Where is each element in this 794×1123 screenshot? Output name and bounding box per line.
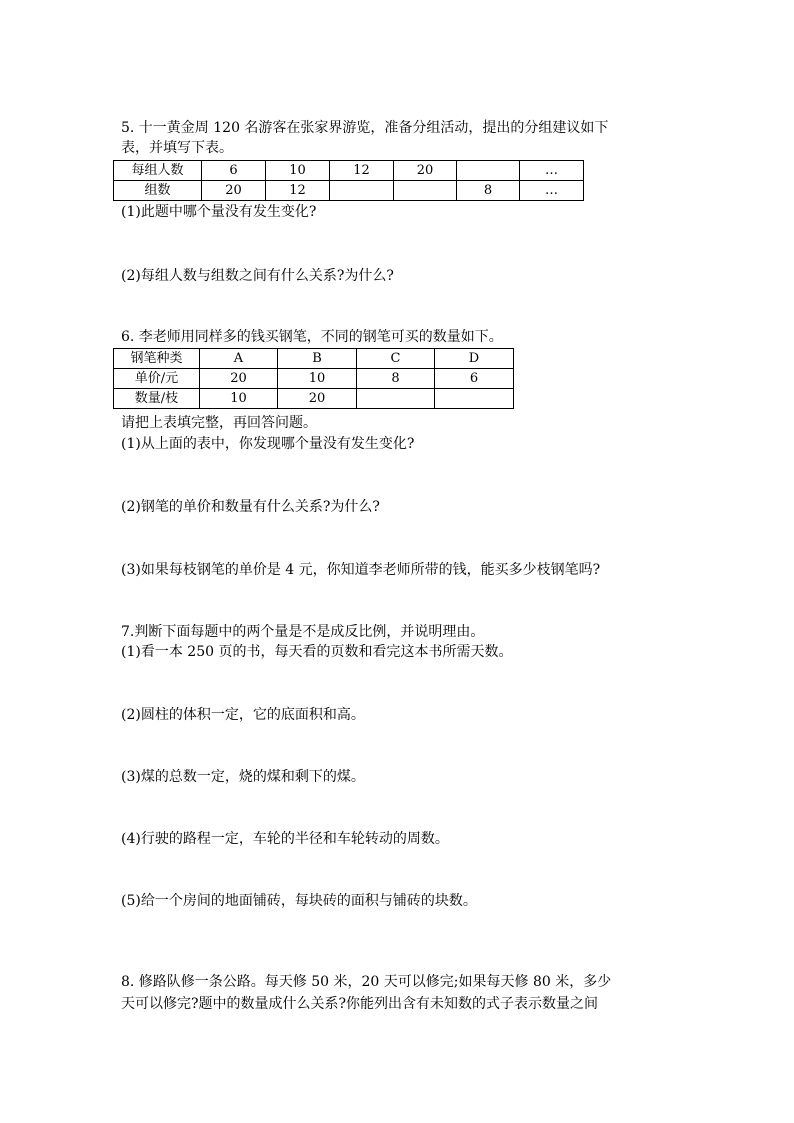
q6-sub1: (1)从上面的表中，你发现哪个量没有发生变化?: [121, 436, 415, 452]
table-cell: 10: [266, 161, 330, 181]
table-row: [114, 161, 584, 181]
table-cell-blank[interactable]: [330, 181, 394, 201]
table-cell: 20: [202, 181, 266, 201]
table-cell: …: [520, 161, 584, 181]
table-cell: …: [520, 181, 584, 201]
table-row: [114, 369, 514, 389]
q5-sub2: (2)每组人数与组数之间有什么关系?为什么?: [121, 268, 394, 284]
table-row: [114, 181, 584, 201]
table-cell: B: [278, 349, 357, 369]
table-cell: 6: [435, 369, 514, 389]
q6-sub2: (2)钢笔的单价和数量有什么关系?为什么?: [121, 499, 380, 515]
q6-row-header: 单价/元: [114, 369, 200, 389]
table-cell: 6: [202, 161, 266, 181]
q5-text-line1: 5. 十一黄金周 120 名游客在张家界游览，准备分组活动，提出的分组建议如下: [121, 120, 609, 136]
table-cell: 20: [278, 389, 357, 409]
table-cell: 20: [394, 161, 457, 181]
q7-item-1: (1)看一本 250 页的书，每天看的页数和看完这本书所需天数。: [121, 644, 513, 660]
q6-text-line1: 6. 李老师用同样多的钱买钢笔，不同的钢笔可买的数量如下。: [121, 329, 503, 345]
q5-row-header: 组数: [114, 181, 202, 201]
table-cell: 10: [200, 389, 278, 409]
table-cell: D: [435, 349, 514, 369]
q7-item-4: (4)行驶的路程一定，车轮的半径和车轮转动的周数。: [121, 831, 449, 847]
q7-text-line1: 7.判断下面每题中的两个量是不是成反比例，并说明理由。: [121, 624, 485, 640]
q6-instruction: 请把上表填完整，再回答问题。: [121, 415, 317, 431]
q7-item-5: (5)给一个房间的地面铺砖，每块砖的面积与铺砖的块数。: [121, 893, 477, 909]
table-row: [114, 389, 514, 409]
table-cell-blank[interactable]: [394, 181, 457, 201]
table-cell: 12: [266, 181, 330, 201]
table-cell-blank[interactable]: [435, 389, 514, 409]
q5-grouping-table: [113, 160, 584, 201]
q8-text-line2: 天可以修完?题中的数量成什么关系?你能列出含有未知数的式子表示数量之间: [121, 996, 599, 1012]
q5-sub1: (1)此题中哪个量没有发生变化?: [121, 204, 317, 220]
table-cell: A: [200, 349, 278, 369]
table-row: [114, 349, 514, 369]
q7-item-3: (3)煤的总数一定，烧的煤和剩下的煤。: [121, 769, 365, 785]
q7-item-2: (2)圆柱的体积一定，它的底面积和高。: [121, 707, 365, 723]
table-cell: 12: [330, 161, 394, 181]
table-cell: 8: [357, 369, 435, 389]
q6-row-header: 数量/枝: [114, 389, 200, 409]
table-cell: 20: [200, 369, 278, 389]
q6-pen-table: [113, 348, 514, 409]
table-cell: C: [357, 349, 435, 369]
table-cell: 10: [278, 369, 357, 389]
table-cell-blank[interactable]: [357, 389, 435, 409]
q5-text-line2: 表，并填写下表。: [121, 140, 233, 156]
q6-sub3: (3)如果每枝钢笔的单价是 4 元，你知道李老师所带的钱，能买多少枝钢笔吗?: [121, 562, 601, 578]
q8-text-line1: 8. 修路队修一条公路。每天修 50 米，20 天可以修完;如果每天修 80 米，多少: [121, 974, 612, 990]
q6-row-header: 钢笔种类: [114, 349, 200, 369]
table-cell-blank[interactable]: [457, 161, 520, 181]
table-cell: 8: [457, 181, 520, 201]
q5-row-header: 每组人数: [114, 161, 202, 181]
